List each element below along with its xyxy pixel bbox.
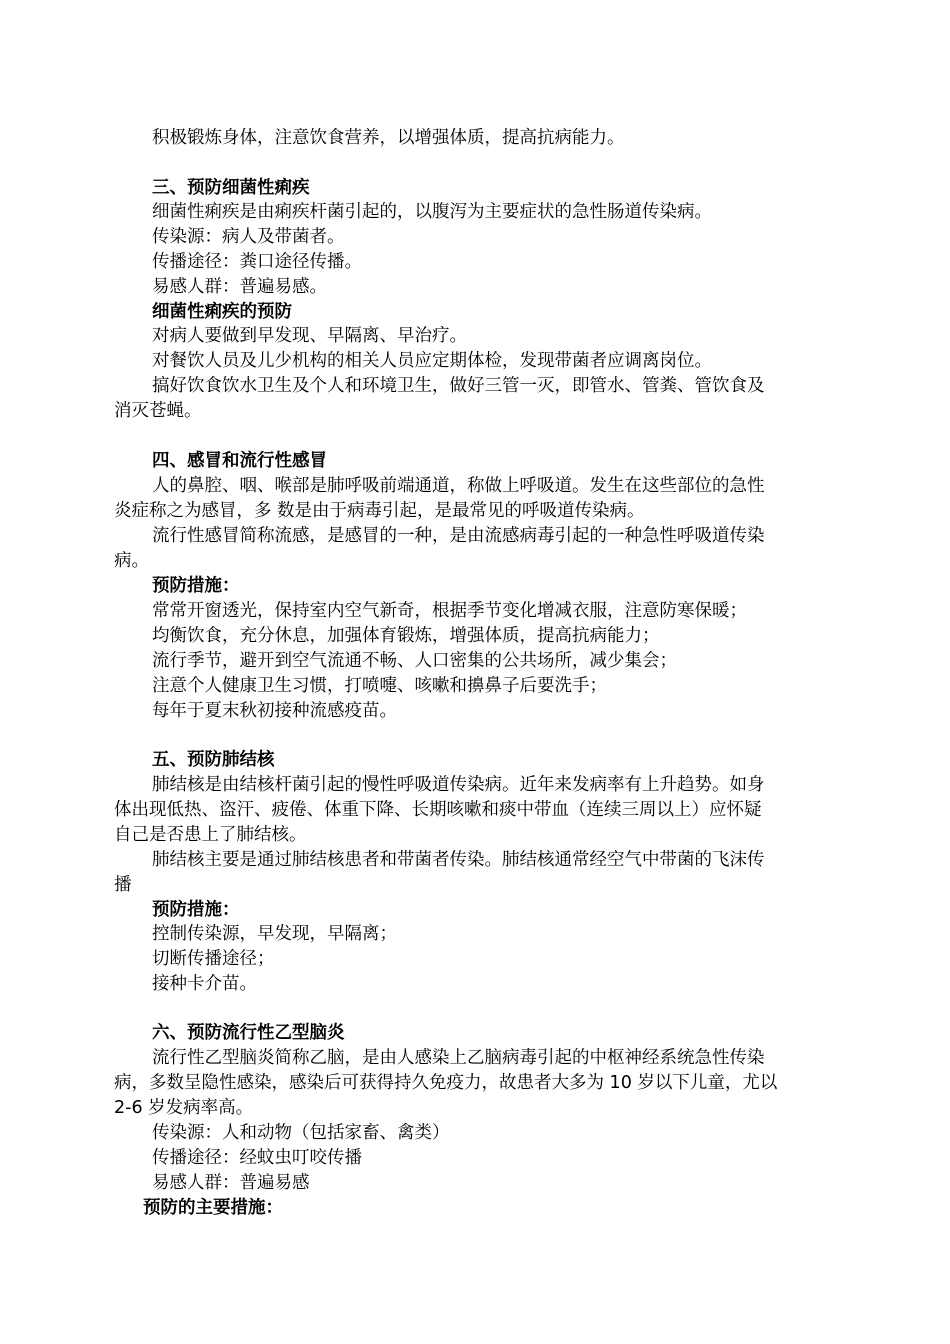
paragraph-line: 肺结核是由结核杆菌引起的慢性呼吸道传染病。近年来发病率有上升趋势。如身 bbox=[152, 775, 765, 795]
paragraph-line: 消灭苍蝇。 bbox=[114, 401, 202, 421]
paragraph-line: 易感人群：普遍易感 bbox=[152, 1173, 310, 1193]
paragraph-line: 体出现低热、盗汗、疲倦、体重下降、长期咳嗽和痰中带血（连续三周以上）应怀疑 bbox=[114, 800, 762, 820]
paragraph-line: 2-6 岁发病率高。 bbox=[114, 1098, 254, 1118]
paragraph-line: 病，多数呈隐性感染，感染后可获得持久免疫力，故患者大多为 10 岁以下儿童，尤以 bbox=[114, 1073, 778, 1093]
paragraph-line: 传播途径：粪口途径传播。 bbox=[152, 252, 362, 272]
intro-line: 积极锻炼身体，注意饮食营养，以增强体质，提高抗病能力。 bbox=[152, 128, 625, 148]
list-item: 均衡饮食，充分休息，加强体育锻炼，增强体质，提高抗病能力； bbox=[152, 626, 660, 646]
subsection-heading: 细菌性痢疾的预防 bbox=[152, 302, 292, 322]
paragraph-line: 传染源：病人及带菌者。 bbox=[152, 227, 345, 247]
list-item: 接种卡介苗。 bbox=[152, 974, 257, 994]
paragraph-line: 流行性乙型脑炎简称乙脑，是由人感染上乙脑病毒引起的中枢神经系统急性传染 bbox=[152, 1048, 765, 1068]
list-item: 注意个人健康卫生习惯，打喷嚏、咳嗽和擤鼻子后要洗手； bbox=[152, 676, 607, 696]
paragraph-line: 对餐饮人员及儿少机构的相关人员应定期体检，发现带菌者应调离岗位。 bbox=[152, 351, 712, 371]
paragraph-line: 易感人群：普遍易感。 bbox=[152, 277, 327, 297]
paragraph-line: 人的鼻腔、咽、喉部是肺呼吸前端通道，称做上呼吸道。发生在这些部位的急性 bbox=[152, 476, 765, 496]
paragraph-line: 细菌性痢疾是由痢疾杆菌引起的，以腹泻为主要症状的急性肠道传染病。 bbox=[152, 202, 712, 222]
paragraph-line: 播 bbox=[114, 875, 132, 895]
section-heading: 三、预防细菌性痢疾 bbox=[152, 178, 310, 198]
paragraph-line: 搞好饮食饮水卫生及个人和环境卫生，做好三管一灭，即管水、管粪、管饮食及 bbox=[152, 376, 765, 396]
list-item: 每年于夏末秋初接种流感疫苗。 bbox=[152, 701, 397, 721]
paragraph-line: 自己是否患上了肺结核。 bbox=[114, 825, 307, 845]
section-heading: 五、预防肺结核 bbox=[152, 750, 275, 770]
subsection-heading: 预防措施： bbox=[152, 576, 240, 596]
list-item: 常常开窗透光，保持室内空气新奇，根据季节变化增减衣服，注意防寒保暖； bbox=[152, 601, 747, 621]
subsection-heading: 预防的主要措施： bbox=[143, 1198, 283, 1218]
paragraph-line: 肺结核主要是通过肺结核患者和带菌者传染。肺结核通常经空气中带菌的飞沫传 bbox=[152, 850, 765, 870]
paragraph-line: 对病人要做到早发现、早隔离、早治疗。 bbox=[152, 326, 467, 346]
paragraph-line: 炎症称之为感冒，多 数是由于病毒引起，是最常见的呼吸道传染病。 bbox=[114, 501, 645, 521]
list-item: 切断传播途径； bbox=[152, 949, 275, 969]
paragraph-line: 传播途径：经蚊虫叮咬传播 bbox=[152, 1148, 362, 1168]
list-item: 流行季节，避开到空气流通不畅、人口密集的公共场所，减少集会； bbox=[152, 651, 677, 671]
section-heading: 六、预防流行性乙型脑炎 bbox=[152, 1023, 345, 1043]
section-heading: 四、感冒和流行性感冒 bbox=[152, 451, 327, 471]
paragraph-line: 流行性感冒简称流感，是感冒的一种，是由流感病毒引起的一种急性呼吸道传染 bbox=[152, 526, 765, 546]
paragraph-line: 病。 bbox=[114, 551, 149, 571]
subsection-heading: 预防措施： bbox=[152, 900, 240, 920]
paragraph-line: 传染源：人和动物（包括家畜、禽类） bbox=[152, 1123, 450, 1143]
list-item: 控制传染源，早发现，早隔离； bbox=[152, 924, 397, 944]
